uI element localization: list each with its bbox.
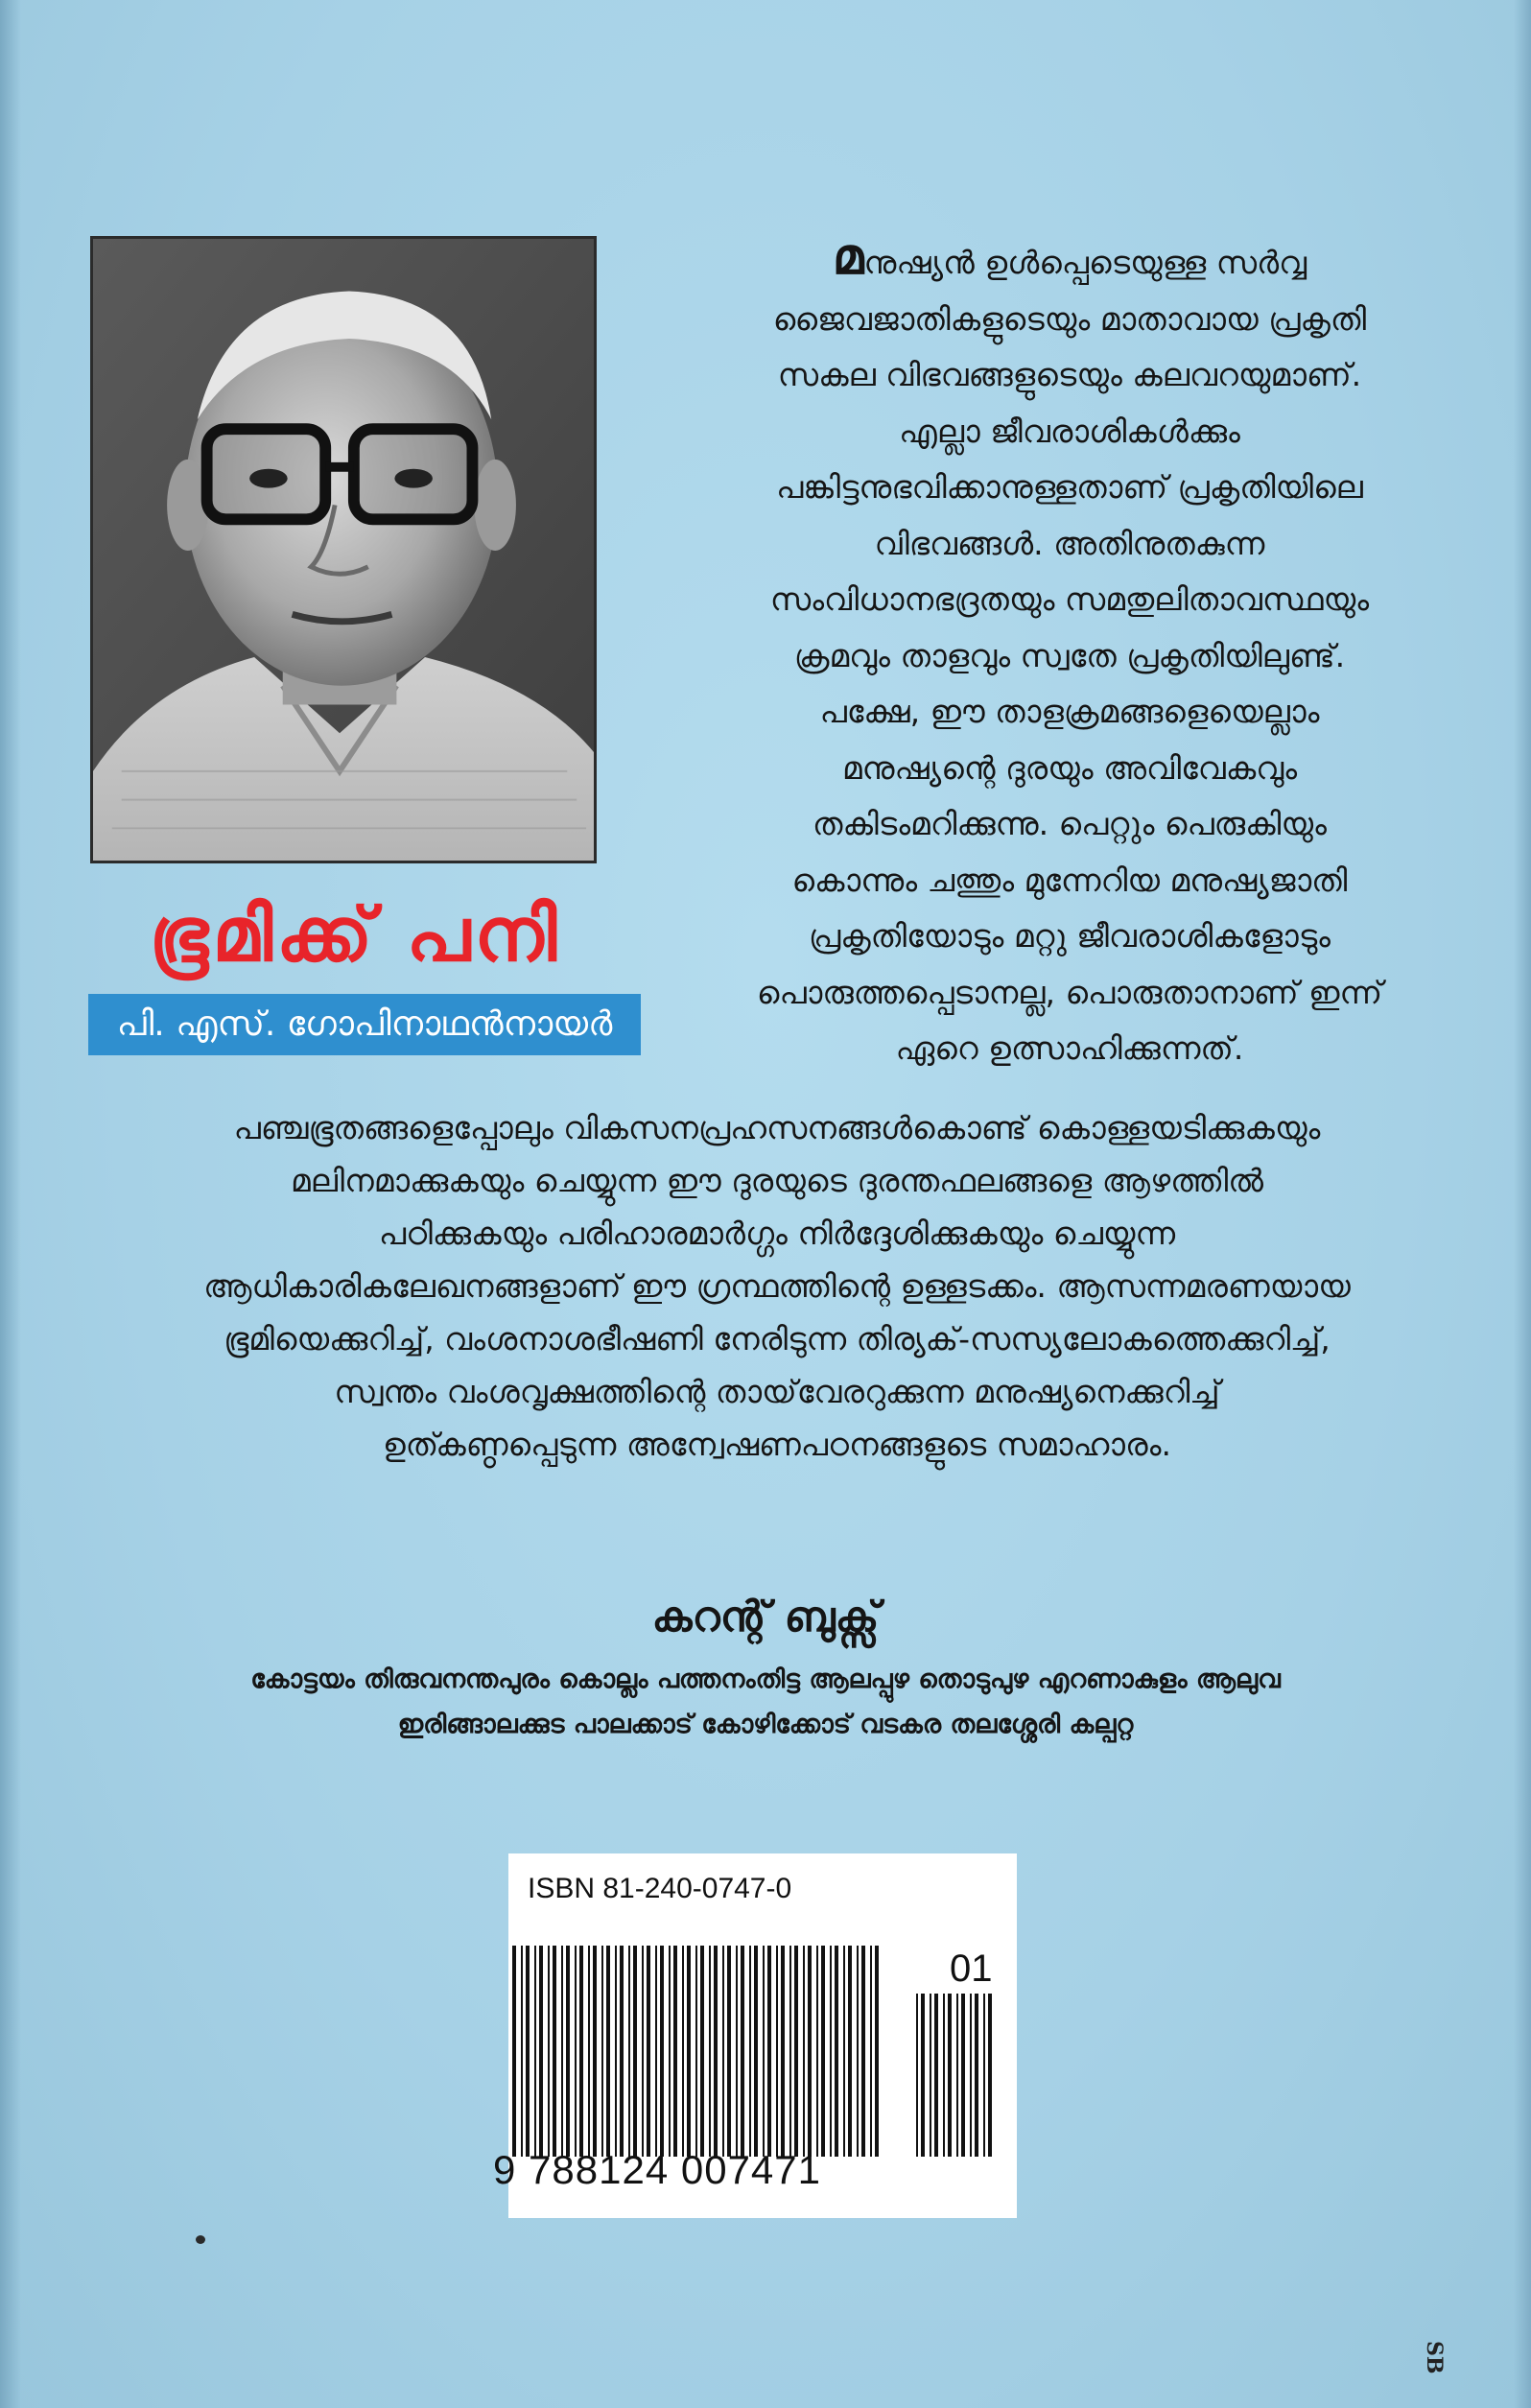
- print-speck: [196, 2235, 205, 2244]
- barcode-bar: [526, 1946, 530, 2157]
- barcode-bar: [767, 1946, 771, 2157]
- barcode-bar: [682, 1946, 684, 2157]
- barcode-bar: [794, 1946, 798, 2157]
- blurb-line: സകല വിഭവങ്ങളുടെയും കലവറയുമാണ്.: [777, 356, 1362, 393]
- blurb-line: ഭൂമിയെക്കുറിച്ച്, വംശനാശഭീഷണി നേരിടുന്ന തിര്യക്-സസ്യലോകത്തെക്കുറിച്ച്,: [224, 1320, 1331, 1357]
- publisher-name: കറന്റ് ബുക്സ്: [651, 1593, 880, 1641]
- barcode-bar: [916, 1994, 918, 2157]
- spine-code: SB: [1422, 2341, 1447, 2374]
- barcode-bar: [921, 1994, 925, 2157]
- blurb-line: എല്ലാ ജീവരാശികൾക്കും: [899, 412, 1240, 450]
- barcode-bar: [655, 1946, 657, 2157]
- barcode-bar: [870, 1946, 872, 2157]
- barcode-bar: [848, 1946, 852, 2157]
- blurb-line: ഏറെ ഉത്സാഹിക്കുന്നത്.: [895, 1029, 1244, 1067]
- blurb-line: പഠിക്കുകയും പരിഹാരമാർഗ്ഗം നിർദ്ദേശിക്കുകയും ചെയ്യുന്ന: [378, 1215, 1176, 1252]
- barcode-bar: [687, 1946, 691, 2157]
- barcode-bar: [579, 1946, 583, 2157]
- barcode-bar: [512, 1946, 516, 2157]
- barcode-bar: [776, 1946, 778, 2157]
- author-portrait-image: [93, 239, 594, 861]
- cover-edge-shadow-left: [0, 0, 21, 2408]
- blurb-full-width: [106, 1101, 1449, 1471]
- barcode-bar: [575, 1946, 577, 2157]
- barcode-bar: [642, 1946, 644, 2157]
- barcode-bar: [628, 1946, 630, 2157]
- blurb-line: സ്വന്തം വംശവൃക്ഷത്തിന്റെ തായ്‌വേരറുക്കുന്ന മനുഷ്യനെക്കുറിച്ച്: [334, 1373, 1220, 1410]
- blurb-line: ജൈവജാതികളുടെയും മാതാവായ പ്രകൃതി: [772, 299, 1367, 338]
- barcode-bar: [754, 1946, 758, 2157]
- barcode-bar: [975, 1994, 978, 2157]
- barcode-bar: [943, 1994, 945, 2157]
- barcode-bar: [553, 1946, 556, 2157]
- barcode-bar: [669, 1946, 671, 2157]
- blurb-line: പഞ്ചഭൂതങ്ങളെപ്പോലും വികസനപ്രഹസനങ്ങൾകൊണ്ട് കൊള്ളയടിക്കുകയും: [233, 1109, 1321, 1146]
- barcode-bar: [741, 1946, 744, 2157]
- book-title: ഭൂമിക്ക് പനി: [149, 892, 561, 979]
- blurb-line: പൊരുത്തപ്പെടാനല്ല, പൊരുതാനാണ് ഇന്ന്: [756, 973, 1383, 1011]
- publisher-cities-line-1: കോട്ടയം തിരുവനന്തപുരം കൊല്ലം പത്തനംതിട്ട ആലപ്പുഴ തൊടുപുഴ എറണാകുളം ആലുവ: [250, 1664, 1281, 1694]
- barcode-bar: [588, 1946, 590, 2157]
- isbn-text: ISBN 81-240-0747-0: [528, 1873, 792, 1904]
- barcode-bar: [763, 1946, 765, 2157]
- barcode-bar: [566, 1946, 570, 2157]
- barcode-bar: [673, 1946, 677, 2157]
- blurb-line: തകിടംമറിക്കുന്നു. പെറ്റും പെരുകിയും: [812, 805, 1327, 842]
- barcode-bar: [948, 1994, 952, 2157]
- author-name-banner: പി. എസ്. ഗോപിനാഥൻനായർ: [88, 994, 641, 1055]
- barcode-bar: [727, 1946, 731, 2157]
- barcode-bar: [983, 1994, 985, 2157]
- barcode-bar: [808, 1946, 812, 2157]
- blurb-line: ക്രമവും താളവും സ്വതേ പ്രകൃതിയിലുണ്ട്.: [793, 636, 1346, 674]
- barcode-bar: [736, 1946, 738, 2157]
- author-photo: [90, 236, 597, 863]
- blurb-line: പ്രകൃതിയോടും മറ്റു ജീവരാശികളോടും: [809, 917, 1331, 955]
- blurb-line: പക്ഷേ, ഈ താളക്രമങ്ങളെയെല്ലാം: [819, 693, 1320, 730]
- barcode-bar: [988, 1994, 992, 2157]
- barcode-bar: [561, 1946, 563, 2157]
- barcode-bar: [843, 1946, 845, 2157]
- barcode-bar: [861, 1946, 865, 2157]
- blurb-line: കൊന്നും ചത്തും മുന്നേറിയ മനുഷ്യജാതി: [791, 861, 1348, 899]
- barcode-bar: [548, 1946, 550, 2157]
- barcode-bar: [830, 1946, 832, 2157]
- barcode-bar: [593, 1946, 597, 2157]
- barcode-bar: [647, 1946, 650, 2157]
- blurb-line: ആധികാരികലേഖനങ്ങളാണ് ഈ ഗ്രന്ഥത്തിന്റെ ഉള്ളടക്കം. ആസന്നമരണയായ: [203, 1267, 1351, 1305]
- barcode-bar: [722, 1946, 724, 2157]
- barcode-bar: [714, 1946, 718, 2157]
- barcode-bar: [660, 1946, 664, 2157]
- blurb-line: [671, 228, 1468, 292]
- blurb-line: സംവിധാനഭദ്രതയും സമതുലിതാവസ്ഥയും: [769, 580, 1370, 618]
- barcode-bar: [539, 1946, 543, 2157]
- barcode-bar: [970, 1994, 972, 2157]
- blurb-dropcap: മ: [832, 228, 864, 286]
- barcode-bar: [601, 1946, 603, 2157]
- blurb-line: മലിനമാക്കുകയും ചെയ്യുന്ന ഈ ദുരയുടെ ദുരന്തഫലങ്ങളെ ആഴത്തിൽ: [290, 1162, 1264, 1199]
- barcode-bar: [835, 1946, 838, 2157]
- barcode-bar: [695, 1946, 697, 2157]
- barcode-bar: [709, 1946, 711, 2157]
- barcode-bar: [857, 1946, 859, 2157]
- blurb-line: മനുഷ്യന്റെ ദുരയും അവിവേകവും: [841, 748, 1298, 787]
- barcode-bar: [816, 1946, 818, 2157]
- blurb-line: വിഭവങ്ങൾ. അതിനുതകുന്ന: [874, 524, 1265, 562]
- blurb-line: ഉത്കണ്ഠപ്പെടുന്ന അന്വേഷണപഠനങ്ങളുടെ സമാഹാരം.: [383, 1426, 1171, 1463]
- barcode-bar: [875, 1946, 879, 2157]
- barcode-addon-digits: 01: [950, 1948, 993, 1990]
- blurb-right-column: [671, 228, 1468, 1077]
- barcode-bar: [534, 1946, 536, 2157]
- barcode-bar: [749, 1946, 751, 2157]
- barcode-bar: [934, 1994, 938, 2157]
- blurb-line: പങ്കിട്ടനുഭവിക്കാനുള്ളതാണ് പ്രകൃതിയിലെ: [776, 468, 1363, 506]
- barcode-bar: [615, 1946, 617, 2157]
- barcode-bar: [956, 1994, 958, 2157]
- barcode-bar: [789, 1946, 791, 2157]
- barcode-bar: [521, 1946, 523, 2157]
- barcode-bar: [700, 1946, 704, 2157]
- barcode-digits: 9 788124 007471: [493, 2147, 821, 2192]
- barcode-bar: [781, 1946, 785, 2157]
- barcode-bar: [930, 1994, 931, 2157]
- barcode-bar: [606, 1946, 610, 2157]
- barcode-bar: [803, 1946, 805, 2157]
- barcode-bar: [821, 1946, 825, 2157]
- blurb-line-text: നുഷ്യൻ ഉൾപ്പെടെയുള്ള സർവ്വ: [863, 244, 1307, 281]
- cover-edge-shadow-right: [1514, 0, 1531, 2408]
- barcode-bar: [620, 1946, 624, 2157]
- publisher-cities-line-2: ഇരിങ്ങാലക്കുട പാലക്കാട് കോഴിക്കോട് വടകര തലശ്ശേരി കല്പറ്റ: [397, 1710, 1134, 1739]
- barcode-bar: [633, 1946, 637, 2157]
- barcode-bar: [961, 1994, 965, 2157]
